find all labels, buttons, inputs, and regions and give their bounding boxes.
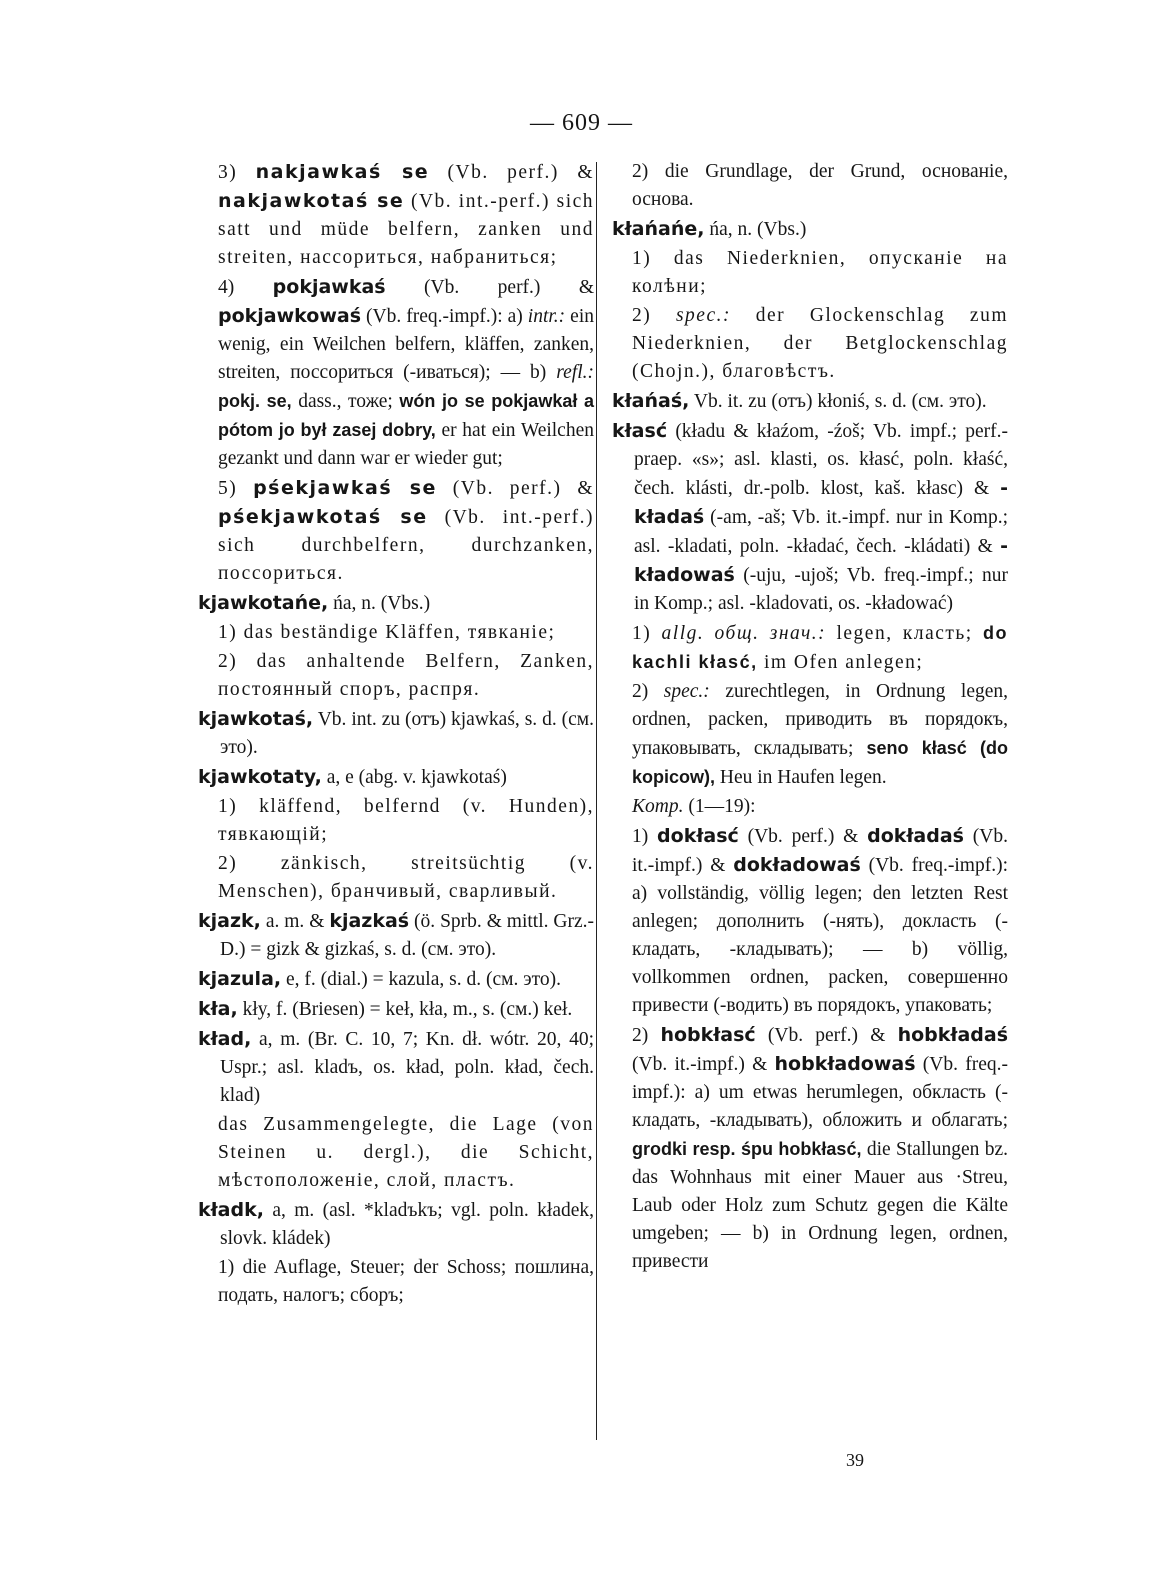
page-number: — 609 —: [530, 110, 633, 136]
italic-label: intr.:: [527, 306, 566, 327]
example-phrase: pokj. se,: [218, 391, 292, 411]
entry-kjawkotas: [198, 705, 594, 762]
entry-text: (ö. Sprb. & mittl. Grz.-D.) = gizk & gizkaś, s. d. (см. это).: [220, 911, 595, 960]
headword: pokjawkowaś: [218, 305, 362, 327]
sense: 2) die Grundlage, der Grund, основаніе, основа.: [632, 161, 1008, 210]
entry-text: (Vb. int.-perf.) sich durchbelfern, durchzanken, поссориться.: [218, 507, 594, 584]
headword: dokładowaś: [733, 854, 861, 876]
entry-psekjawkas: [198, 474, 594, 588]
sense: 2) das anhaltende Belfern, Zanken, постоянный споръ, распря.: [218, 651, 594, 700]
sense-number: 5): [218, 478, 238, 499]
entry-pokjawkas: [198, 273, 594, 473]
entry-kladk: [198, 1196, 594, 1253]
entry-text: Vb. it. zu (отъ) kłoniś, s. d. (см. это).: [693, 391, 987, 412]
headword: kjawkotańe,: [198, 592, 329, 614]
printer-signature: 39: [846, 1450, 864, 1470]
entry-kjazula: [198, 965, 594, 994]
headword: hobkładowaś: [774, 1053, 916, 1075]
entry-klasc: [612, 417, 1008, 618]
headword: kładk,: [198, 1199, 264, 1221]
left-column: [198, 158, 594, 1311]
sense: [612, 619, 1008, 677]
italic-label: spec.:: [675, 305, 731, 326]
entry-text: (Vb. perf.) &: [424, 277, 595, 298]
entry-text: a, m. (asl. *kladъkъ; vgl. poln. kładek, slovk. kládek): [220, 1200, 595, 1249]
entry-text: (Vb. int.-perf.) sich satt und müde belfern, zanken und streiten, нассориться, набраниться;: [218, 191, 595, 268]
entry-kjazk: [198, 907, 594, 964]
entry-kjawkotane: [198, 589, 594, 618]
sense: 1) kläffend, belfernd (v. Hunden), тявкающій;: [218, 796, 594, 845]
headword: -kładowaś: [634, 535, 1009, 586]
sense-number: 3): [218, 162, 238, 183]
entry-text: Vb. int. zu (отъ) kjawkaś, s. d. (см. это).: [220, 709, 594, 758]
headword: dokłasć: [657, 825, 739, 847]
sense-number: 2): [632, 1025, 649, 1046]
entry-nakjawkas: [198, 158, 594, 272]
headword: kjawkotaś,: [198, 708, 314, 730]
entry-text: a, e (abg. v. kjawkotaś): [326, 767, 507, 788]
headword: kład,: [198, 1028, 252, 1050]
italic-label: allg. общ. знач.:: [661, 623, 827, 644]
entry-text: (Vb. freq.-impf.): a): [366, 306, 523, 327]
entry-text: er hat ein Weilchen gezankt und dann war er wieder gut;: [218, 420, 594, 469]
entry-text: Heu in Haufen legen.: [719, 767, 887, 788]
headword: kłasć: [612, 420, 668, 442]
sense-number: 1): [632, 826, 649, 847]
headword: pśekjawkaś se: [253, 477, 437, 499]
entry-klanas: [612, 387, 1008, 416]
entry-text: ein wenig, ein Weilchen belfern, kläffen, zanken, streiten, поссориться (-иваться); — b): [218, 306, 594, 383]
entry-text: zurechtlegen, in Ordnung legen, ordnen, packen, приводить въ порядокъ, упаковывать, складывать;: [632, 681, 1009, 759]
entry-text: (Vb. perf.) &: [767, 1025, 886, 1046]
entry-text: die Stallungen bz. das Wohnhaus mit einer Mauer aus ·Streu, Laub oder Holz zum Schutz gegen die Kälte umgeben; — b) in Ordnung legen, ordnen, привести: [632, 1139, 1009, 1272]
entry-text: ńa, n. (Vbs.): [709, 219, 807, 240]
entry-text: ńa, n. (Vbs.): [333, 593, 431, 614]
entry-text: dass., тоже;: [298, 391, 393, 412]
example-phrase: wón jo se pokjawkał a pótom jo był zasej dobry,: [218, 391, 594, 440]
entry-text: e, f. (dial.) = kazula, s. d. (см. это).: [285, 969, 561, 990]
entry-text: (kładu & kłaźom, -źoš; Vb. impf.; perf.-praep. «s»; asl. klasti, os. kłasć, poln. kłaść, čech. klásti, dr.-polb. klost, kaš. kłasc) &: [634, 421, 1008, 499]
headword: hobkłasć: [660, 1024, 756, 1046]
entry-text: (Vb. it.-impf.) &: [632, 826, 1008, 876]
example-phrase: seno kłasć (do kopicow),: [632, 738, 1009, 787]
entry-kla: [198, 995, 594, 1024]
headword: kjazk,: [198, 910, 261, 932]
entry-klad: [198, 1025, 594, 1110]
compound-hobklasc: [612, 1021, 1008, 1276]
column-divider: [596, 162, 597, 1440]
italic-label: Komp.: [632, 796, 684, 817]
entry-text: (Vb. perf.) &: [452, 478, 595, 499]
right-column: [612, 158, 1008, 1277]
entry-text: legen, класть;: [836, 623, 973, 644]
sense-number: 2): [632, 305, 652, 326]
compound-doklasc: [612, 822, 1008, 1020]
headword: nakjawkaś se: [255, 161, 430, 183]
headword: dokładaś: [867, 825, 964, 847]
entry-text: (-am, -aš; Vb. it.-impf. nur in Komp.; asl. -kladati, poln. -kładać, čech. -kládati) &: [634, 507, 1008, 557]
headword: kłańańe,: [612, 218, 705, 240]
example-phrase: do kachli kłasć,: [632, 623, 1009, 672]
entry-text: (Vb. freq.-impf.): a) vollständig, völlig legen; den letzten Rest anlegen; дополнить (-нять), докласть (-кладать, -кладывать); — b) völlig, vollkommen ordnen, packen, совершенно привести (-водить) въ порядокъ, упаковать;: [632, 855, 1009, 1016]
headword: kła,: [198, 998, 238, 1020]
entry-text: (Vb. perf.) &: [447, 162, 594, 183]
entry-text: (Vb. perf.) &: [747, 826, 859, 847]
sense: [612, 302, 1008, 386]
sense: 2) zänkisch, streitsüchtig (v. Menschen), бранчивый, сварливый.: [218, 853, 594, 902]
headword: nakjawkotaś se: [218, 190, 405, 212]
headword: kjazula,: [198, 968, 282, 990]
italic-label: spec.:: [663, 681, 710, 702]
entry-text: im Ofen anlegen;: [763, 652, 924, 673]
entry-text: a, m. (Br. C. 10, 7; Kn. dł. wótr. 20, 40; Uspr.; asl. kladъ, os. kład, poln. kład, čech. klad): [220, 1029, 595, 1106]
entry-text: kły, f. (Briesen) = keł, kła, m., s. (см.) keł.: [242, 999, 573, 1020]
sense: 1) das beständige Kläffen, тявканіе;: [218, 622, 556, 643]
sense: 1) die Auflage, Steuer; der Schoss; пошлина, подать, налогъ; сборъ;: [218, 1257, 594, 1306]
sense: [612, 678, 1008, 792]
sense: das Zusammengelegte, die Lage (von Steinen u. dergl.), die Schicht, мѣстоположеніе, слой, пластъ.: [218, 1114, 594, 1191]
entry-text: a. m. &: [265, 911, 325, 932]
headword: kłańaś,: [612, 390, 690, 412]
sense: 1) das Niederknien, опусканіе на колѣни;: [632, 248, 1008, 297]
italic-label: refl.:: [556, 362, 594, 383]
headword: hobkładaś: [897, 1024, 1008, 1046]
entry-klanane: [612, 215, 1008, 244]
headword: pokjawkaś: [272, 276, 386, 298]
entry-text: (1—19):: [688, 796, 756, 817]
entry-text: (Vb. freq.-impf.): a) um etwas herumlegen, обкласть (-кладать, -кладывать), обложить и облагать;: [632, 1054, 1009, 1131]
compounds-label: [612, 793, 1008, 821]
headword: kjawkotaty,: [198, 766, 322, 788]
entry-text: der Glockenschlag zum Niederknien, der Betglockenschlag (Chojn.), благовѣстъ.: [632, 305, 1008, 382]
sense-number: 2): [632, 681, 649, 702]
entry-text: (-uju, -ujoš; Vb. freq.-impf.; nur in Komp.; asl. -kladovati, os. -kładować): [634, 565, 1008, 614]
entry-text: (Vb. it.-impf.) &: [632, 1054, 768, 1075]
headword: kjazkaś: [329, 910, 410, 932]
example-phrase: grodki resp. śpu hobkłasć,: [632, 1139, 862, 1159]
entry-kjawkotaty: [198, 763, 594, 792]
sense-number: 4): [218, 277, 235, 298]
headword: -kładaś: [634, 477, 1009, 528]
headword: pśekjawkotaś se: [218, 506, 428, 528]
sense-number: 1): [632, 623, 652, 644]
